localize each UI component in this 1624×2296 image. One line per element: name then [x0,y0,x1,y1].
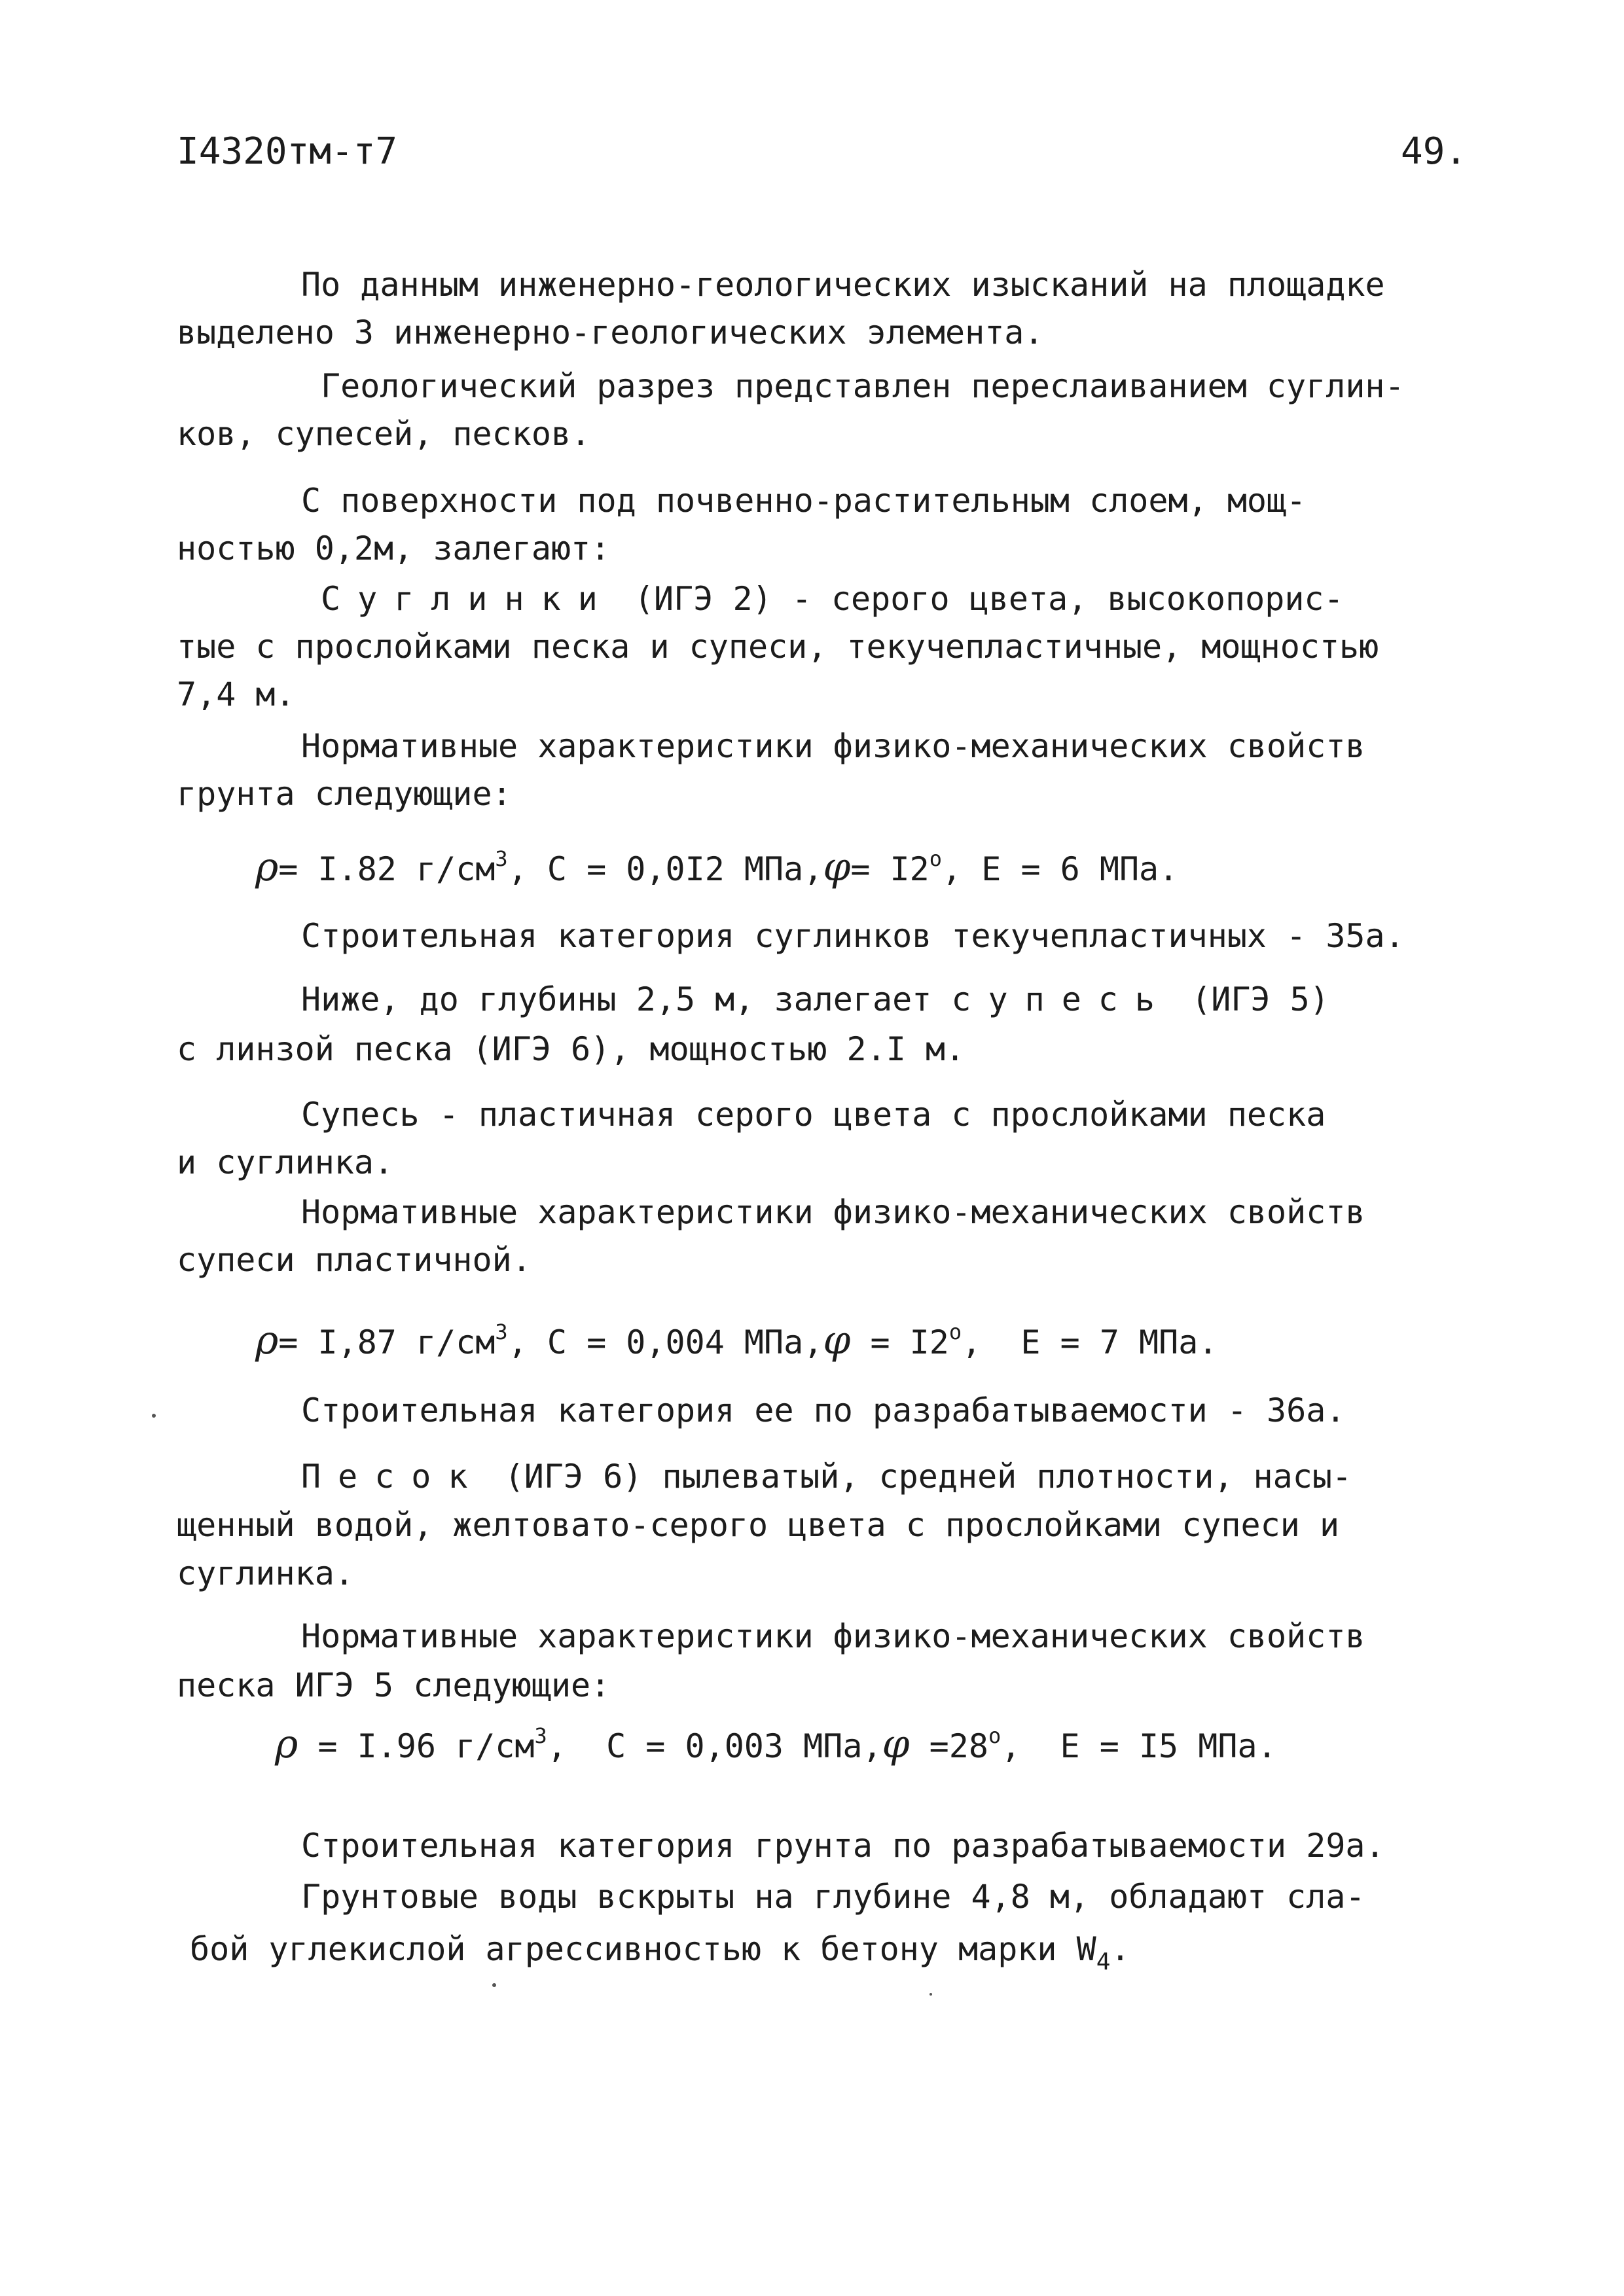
spaced-term-suglinki: Суглинки [321,580,615,618]
text-line: тые с прослойками песка и супеси, текучепластичные, мощностью [177,628,1379,666]
page-number: 49. [1401,130,1468,173]
text-line: супеси пластичной. [177,1241,532,1279]
text-line: Грунтовые воды вскрыты на глубине 4,8 м, обладают сла- [301,1878,1365,1916]
text-line: По данным инженерно-геологических изысканий на площадке [301,266,1385,304]
phi-symbol: φ [823,844,851,890]
text-line: Нормативные характеристики физико-механических свойств [301,1193,1365,1231]
rho-symbol: ρ [255,1318,279,1363]
text-line: Нормативные характеристики физико-механических свойств [301,1617,1365,1655]
text-line: Строительная категория ее по разрабатываемости - 36а. [301,1391,1346,1429]
formula-line: ρ = I.96 $г/см^3$, С = 0,003 $МПа,\varphi =28^o$, Е = I5 МПа. [275,1721,1277,1767]
formula-line: ρ= I,87 $г/см^3$, С = 0,004 $МПа,\varphi = I2^o$, Е = 7 МПа. [255,1318,1218,1363]
spaced-term-supes: супесь [951,980,1172,1018]
text-line: грунта следующие: [177,775,512,813]
text-line: Строительная категория грунта по разрабатываемости 29а. [301,1827,1385,1865]
text-line: ностью 0,2м, залегают: [177,529,611,567]
text-line: ков, супесей, песков. [177,415,591,453]
text-line: Строительная категория суглинков текучепластичных - 35а. [301,917,1405,955]
text-line: суглинка. [177,1554,354,1592]
text-line: Ниже, до глубины 2,5 м, залегает супесь (ИГЭ 5) [301,980,1329,1018]
rho-symbol: ρ [275,1721,298,1767]
formula-line: ρ= I.82 $г/см^3$, С = 0,0I2 $МПа,\varphi= I2^o$, Е = 6 МПа. [255,844,1179,890]
text-line: Геологический разрез представлен переслаиванием суглин- [321,367,1405,405]
text-line: и суглинка. [177,1143,394,1181]
text-line: С поверхности под почвенно-растительным слоем, мощ- [301,482,1307,520]
text-line: 7,4 м. [177,675,295,713]
phi-symbol: φ [882,1721,910,1767]
subscript: 4 [1096,1948,1111,1975]
scan-speck [152,1414,156,1418]
text-fragment: (ИГЭ 2) - серого цвета, высокопорис- [614,580,1344,618]
scan-speck [492,1983,496,1987]
spaced-term-pesok: Песок [301,1458,485,1496]
phi-symbol: φ [823,1318,851,1363]
text-line: щенный водой, желтовато-серого цвета с прослойками супеси и [177,1506,1340,1544]
text-line: песка ИГЭ 5 следующие: [177,1666,611,1704]
text-line [321,579,1344,619]
text-line: Песок (ИГЭ 6) пылеватый, средней плотности, насы- [301,1458,1352,1496]
text-line: Супесь - пластичная серого цвета с прослойками песка [301,1096,1326,1134]
document-code: I4320тм-т7 [177,130,398,173]
text-line: с линзой песка (ИГЭ 6), мощностью 2.I м. [177,1030,965,1068]
scan-speck [929,1993,932,1996]
rho-symbol: ρ [255,844,279,890]
text-line: бой углекислой агрессивностью к бетону марки $W_4$. [190,1930,1130,1975]
text-line: выделено 3 инженерно-геологических элемента. [177,314,1044,351]
text-line: Нормативные характеристики физико-механических свойств [301,727,1365,765]
